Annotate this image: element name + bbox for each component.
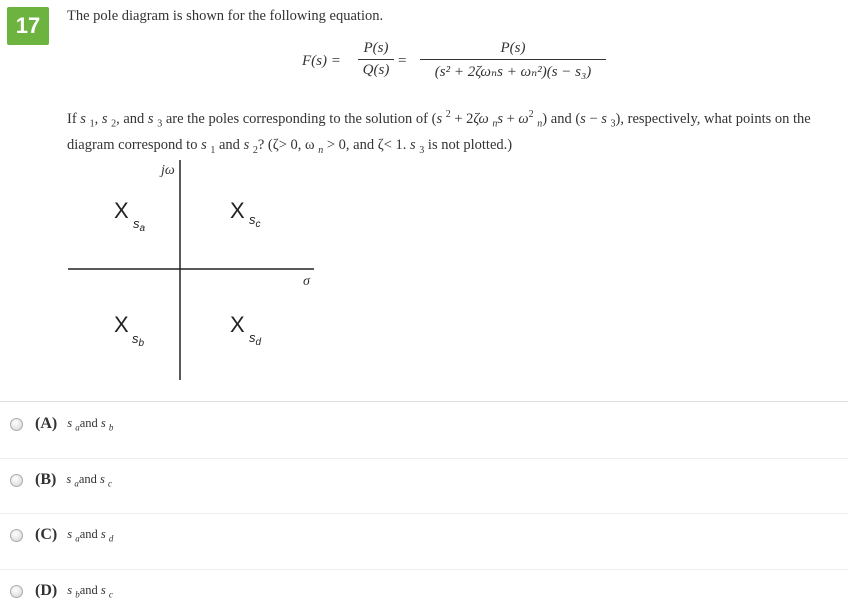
option-letter: (B) (35, 471, 57, 488)
radio-button[interactable] (10, 585, 23, 598)
radio-button[interactable] (10, 474, 23, 487)
fraction-p-over-q (358, 40, 394, 79)
fraction-numerator: P(s) (500, 40, 526, 56)
equals-sign: = (398, 53, 407, 69)
radio-button[interactable] (10, 529, 23, 542)
option-letter: (A) (35, 415, 58, 432)
fraction-denominator: Q(s) (362, 62, 390, 78)
pole-diagram (60, 152, 330, 384)
radio-button[interactable] (10, 418, 23, 431)
answer-option-d[interactable] (10, 579, 113, 603)
pole-label-d: $s_d$ (249, 330, 262, 348)
fraction-denominator: (s² + 2ζωₙs + ωₙ²)(s − s₃) (434, 64, 592, 80)
pole-mark-d: X (230, 312, 245, 337)
option-text: s $_a$and s $_b$ (67, 415, 114, 433)
pole-mark-b: X (114, 312, 129, 337)
fraction-factored (420, 40, 606, 81)
pole-mark-c: X (230, 198, 245, 223)
pole-label-c: $s_c$ (249, 212, 261, 230)
question-intro: The pole diagram is shown for the following equation. (67, 8, 384, 24)
answer-option-c[interactable] (10, 523, 113, 547)
option-text: s $_a$and s $_d$ (67, 526, 114, 544)
pole-label-b: $s_b$ (132, 331, 145, 349)
question-text: If s $_1$, s $_2$, and s $_3$ are the poles corresponding to the solution of (s $^2$ + 2ζω $_ns + \omega^2$ $_n$) and (s − s $_3$), respectively, what points on the diagram correspond to s $_1$ and s $_2$? (ζ> 0, ω $_n$ > 0, and ζ< 1. s $_3$ is not plotted.) (67, 109, 811, 156)
option-letter: (D) (35, 582, 58, 599)
equation-lhs: F(s) = (302, 53, 341, 69)
option-text: s $_a$and s $_c$ (66, 471, 113, 489)
fraction-numerator: P(s) (363, 40, 389, 56)
y-axis-label: jω (161, 163, 175, 178)
section-divider (0, 401, 848, 402)
answer-option-b[interactable] (10, 468, 112, 492)
question-number-badge: 17 (7, 7, 49, 45)
option-text: s $_b$and s $_c$ (67, 582, 113, 600)
pole-mark-a: X (114, 198, 129, 223)
answer-option-a[interactable] (10, 412, 113, 436)
x-axis-label: σ (303, 274, 310, 289)
pole-label-a: $s_a$ (133, 216, 146, 234)
option-letter: (C) (35, 526, 58, 543)
